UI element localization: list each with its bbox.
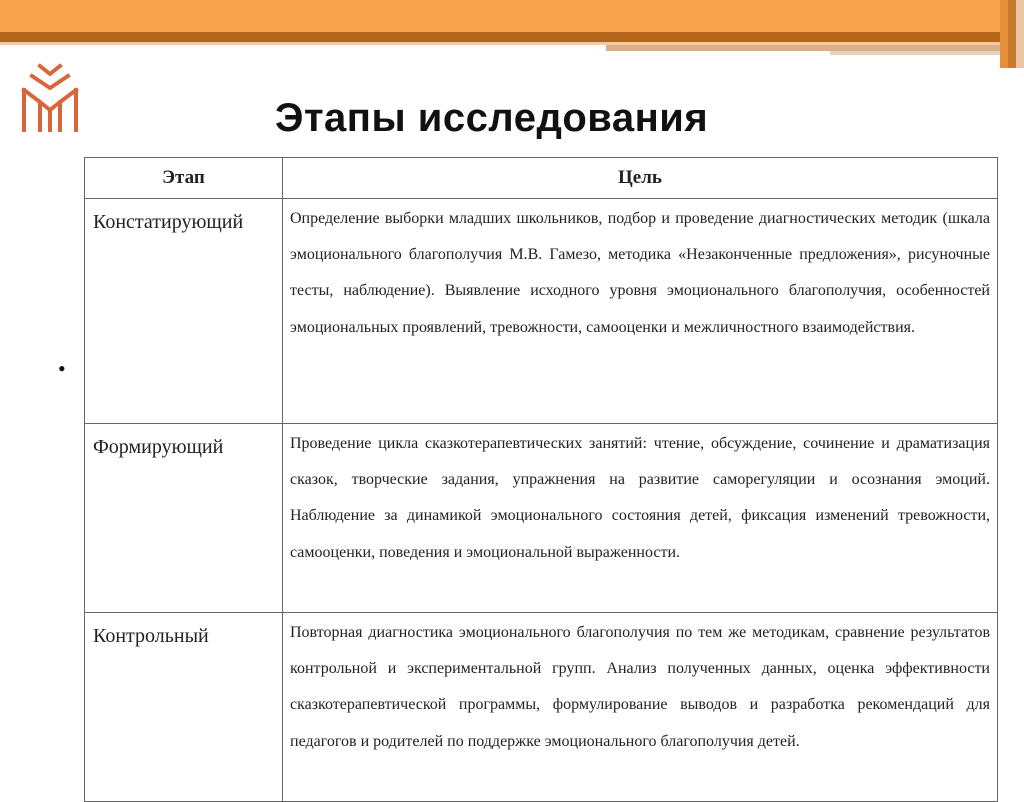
table-row (85, 424, 998, 613)
stage-cell: Констатирующий (85, 199, 283, 424)
university-monogram-icon (18, 60, 82, 136)
table-row (85, 199, 998, 424)
goal-cell: Повторная диагностика эмоционального благополучия по тем же методикам, сравнение результатов контрольной и экспериментальной групп. Анализ полученных данных, оценка эффективности сказкотерапевтической программы, формулирование выводов и разработка рекомендаций для педагогов и родителей по поддержке эмоционального благополучия детей. (283, 613, 998, 802)
page-title: Этапы исследования (275, 96, 709, 140)
stages-table (84, 157, 998, 802)
goal-cell: Проведение цикла сказкотерапевтических занятий: чтение, обсуждение, сочинение и драматизация сказок, творческие задания, упражнения на развитие саморегуляции и осознания эмоций. Наблюдение за динамикой эмоционального состояния детей, фиксация изменений тревожности, самооценки, поведения и эмоциональной выраженности. (283, 424, 998, 613)
header-bar-dark (0, 32, 1000, 42)
header-edge-stripe (1000, 0, 1008, 68)
bullet-dot: • (58, 356, 66, 381)
table-row (85, 613, 998, 802)
header-goal: Цель (283, 158, 998, 199)
stage-cell: Формирующий (85, 424, 283, 613)
header-bar-step-small (830, 51, 1000, 55)
goal-cell: Определение выборки младших школьников, подбор и проведение диагностических методик (шкала эмоционального благополучия М.В. Гамезо, методика «Незаконченные предложения», рисуночные тесты, наблюдение). Выявление исходного уровня эмоционального благополучия, особенностей эмоциональных проявлений, тревожности, самооценки и межличностного взаимодействия. (283, 199, 998, 424)
header-stage: Этап (85, 158, 283, 199)
header-bar-orange (0, 0, 1000, 32)
header-edge-stripe (1016, 0, 1024, 68)
header-edge-stripe (1008, 0, 1016, 68)
table-header-row (85, 158, 998, 199)
stage-cell: Контрольный (85, 613, 283, 802)
